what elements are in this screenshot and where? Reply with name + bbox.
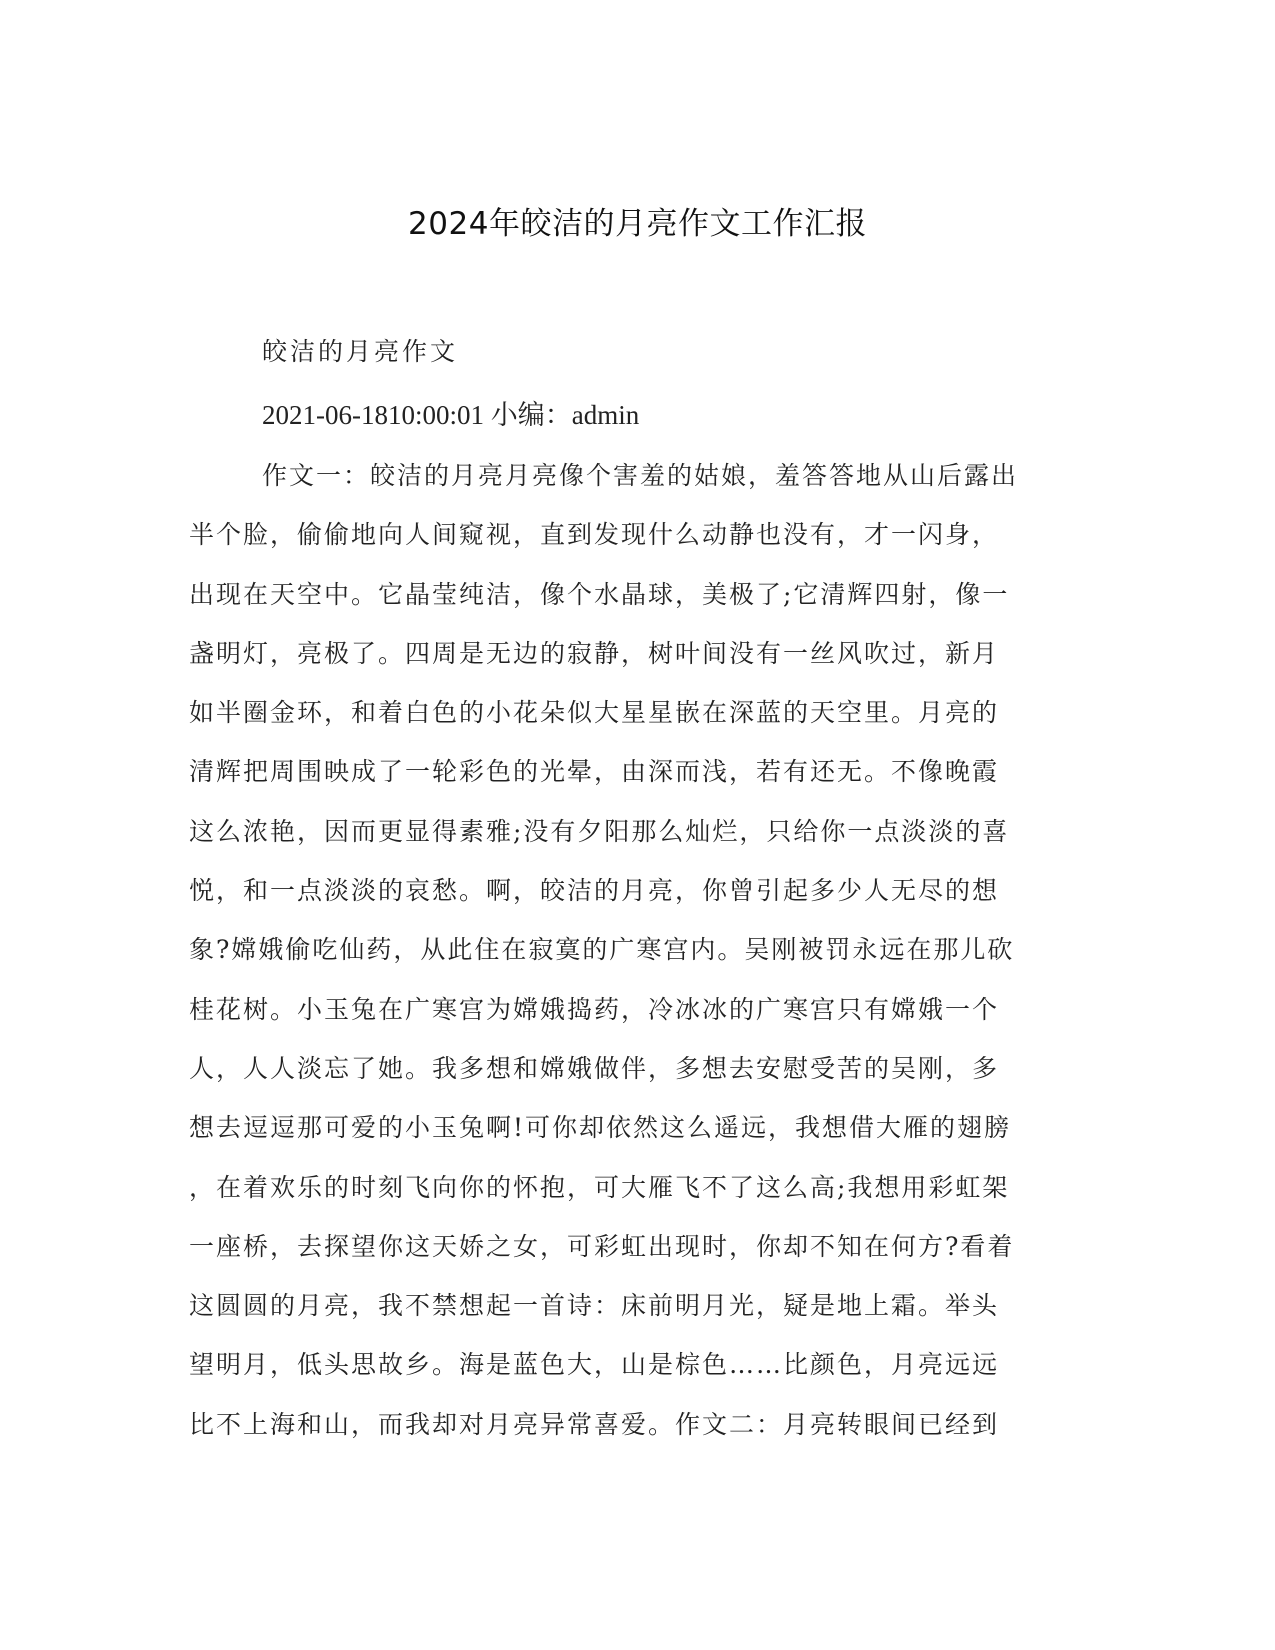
body-line: ，在着欢乐的时刻飞向你的怀抱，可大雁飞不了这么高;我想用彩虹架 <box>189 1172 1010 1202</box>
body-line: 出现在天空中。它晶莹纯洁，像个水晶球，美极了;它清辉四射，像一 <box>189 579 1010 609</box>
body-line: 这圆圆的月亮，我不禁想起一首诗：床前明月光，疑是地上霜。举头 <box>189 1291 1000 1321</box>
body-line: 清辉把周围映成了一轮彩色的光晕，由深而浅，若有还无。不像晚霞 <box>189 757 1000 787</box>
body-line: 如半圈金环，和着白色的小花朵似大星星嵌在深蓝的天空里。月亮的 <box>189 698 1000 728</box>
body-line: 想去逗逗那可爱的小玉兔啊!可你却依然这么遥远，我想借大雁的翅膀 <box>189 1113 1012 1143</box>
document-body <box>189 446 1074 1454</box>
body-line: 望明月，低头思故乡。海是蓝色大，山是棕色……比颜色，月亮远远 <box>189 1350 1000 1380</box>
body-line: 桂花树。小玉兔在广寒宫为嫦娥捣药，冷冰冰的广寒宫只有嫦娥一个 <box>189 994 1000 1024</box>
body-line: 这么浓艳，因而更显得素雅;没有夕阳那么灿烂，只给你一点淡淡的喜 <box>189 816 1010 846</box>
body-line: 作文一：皎洁的月亮月亮像个害羞的姑娘，羞答答地从山后露出 <box>262 461 1019 490</box>
body-line: 比不上海和山，而我却对月亮异常喜爱。作文二：月亮转眼间已经到 <box>189 1409 1000 1439</box>
body-line: 人，人人淡忘了她。我多想和嫦娥做伴，多想去安慰受苦的吴刚，多 <box>189 1053 1000 1083</box>
body-line: 半个脸，偷偷地向人间窥视，直到发现什么动静也没有，才一闪身， <box>189 520 1000 550</box>
body-line: 盏明灯，亮极了。四周是无边的寂静，树叶间没有一丝风吹过，新月 <box>189 638 1000 668</box>
document-subtitle: 皎洁的月亮作文 <box>262 337 459 366</box>
body-line: 象?嫦娥偷吃仙药，从此住在寂寞的广寒宫内。吴刚被罚永远在那儿砍 <box>189 935 1015 965</box>
body-line: 悦，和一点淡淡的哀愁。啊，皎洁的月亮，你曾引起多少人无尽的想 <box>189 876 1000 906</box>
document-meta: 2021-06-1810:00:01 小编：admin <box>262 400 640 430</box>
document-title: 2024年皎洁的月亮作文工作汇报 <box>408 206 867 242</box>
body-line: 一座桥，去探望你这天娇之女，可彩虹出现时，你却不知在何方?看着 <box>189 1231 1015 1261</box>
